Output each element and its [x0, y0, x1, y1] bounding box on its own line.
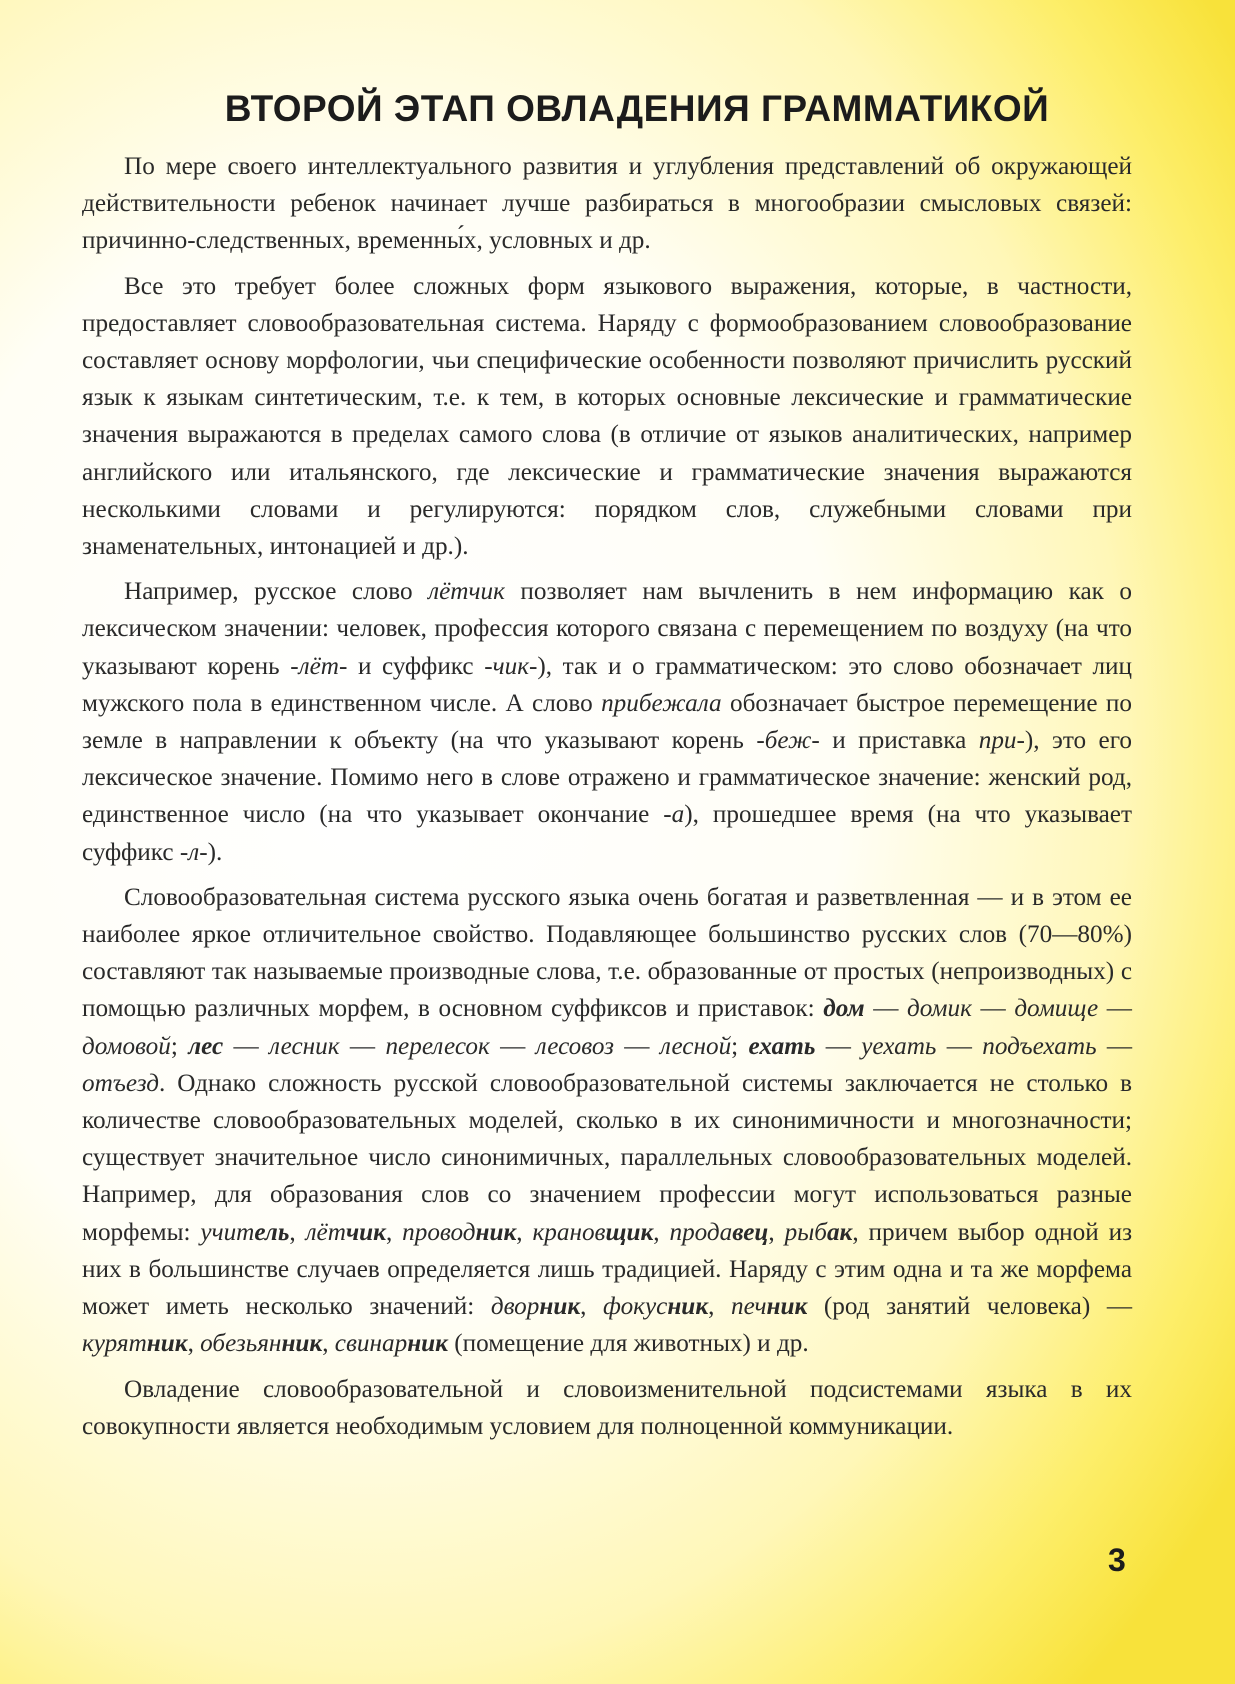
text-run: , [385, 1218, 403, 1246]
text-run: Все это требует более сложных форм языкового выражения, которые, в частности, предоставляет словообразовательная система. Наряду с формообразованием словообразование составляет основу морфологии, чьи специфические особенности позволяют причислить русский язык к языкам синтетическим, т.е. к тем, в которых основные лексические и грамматические значения выражаются в пределах самого слова (в отличие от языков аналитических, например английского или итальянского, где лексические и грамматические значения выражаются несколькими словами и регулируются: порядком слов, служебными словами при знаменательных, интонацией и др.). [82, 272, 1132, 561]
italic-example: -а [663, 801, 685, 829]
bold-italic-example: вец [732, 1218, 769, 1246]
italic-example: -лёт- [290, 652, 348, 680]
bold-italic-example: ник [475, 1218, 517, 1246]
bold-italic-example: ник [667, 1293, 709, 1321]
text-run: , [653, 1218, 670, 1246]
bold-italic-example: лес [188, 1032, 224, 1060]
text-run: ), так и о грамматическом: это слово обозначает лиц мужского пола в единственном числе. А слово [82, 652, 1132, 717]
paragraph [82, 268, 1132, 566]
italic-example: домище [1014, 995, 1099, 1023]
italic-example: печ [731, 1293, 767, 1321]
italic-example: лесной [659, 1032, 732, 1060]
paragraph [82, 573, 1132, 871]
italic-example: свинар [334, 1330, 408, 1358]
italic-example: рыб [784, 1218, 827, 1246]
text-run: ; [170, 1032, 189, 1060]
text-run: позволяет нам вычленить в нем информацию как о лексическом значении: человек, профессия которого связана с перемещением по воздуху (на что указывают корень [82, 578, 1132, 680]
italic-example: при- [978, 727, 1025, 755]
bold-italic-example: дом [823, 995, 865, 1023]
bold-italic-example: ель [254, 1218, 290, 1246]
italic-example: уехать [861, 1032, 937, 1060]
italic-example: обезьян [200, 1330, 282, 1358]
italic-example: лётчик [428, 578, 505, 606]
italic-example: кранов [532, 1218, 606, 1246]
italic-example: перелесок [385, 1032, 490, 1060]
text-run: — [864, 995, 908, 1023]
italic-example: прибежала [601, 689, 722, 717]
text-run: Словообразовательная система русского языка очень богатая и разветвленная — и в этом ее наиболее яркое отличительное свойство. Подавляющее большинство русских слов (70—80%) составляют так называемые производные слова, т.е. образованные от простых (непроизводных) с помощью различных морфем, в основном суффиксов и приставок: [82, 883, 1132, 1023]
text-run: , [516, 1218, 533, 1246]
text-run: (род занятий человека) — [807, 1293, 1133, 1321]
text-run: По мере своего интеллектуального развития и углубления представлений об окружающей действительности ребенок начинает лучше разбираться в многообразии смысловых связей: причинно-следственных, временны́х, условных и др. [82, 153, 1132, 255]
text-run: — [936, 1032, 983, 1060]
italic-example: -беж- [756, 727, 820, 755]
text-run: , причем выбор одной из них в большинстве случаев определяется лишь традицией. Наряду с этим одна и та же морфема может иметь несколько значений: [82, 1218, 1133, 1321]
bold-italic-example: ехать [748, 1032, 816, 1060]
italic-example: учит [200, 1218, 255, 1246]
italic-example: прода [669, 1218, 733, 1246]
bold-italic-example: ник [281, 1330, 323, 1358]
bold-italic-example: ник [539, 1293, 581, 1321]
text-run: — [223, 1032, 270, 1060]
text-run: , [322, 1330, 335, 1358]
text-run: — [815, 1032, 862, 1060]
paragraph [82, 1371, 1132, 1445]
paragraph [82, 148, 1132, 260]
text-run: ), прошедшее время (на что указывает суффикс [82, 801, 1132, 866]
bold-italic-example: ак [826, 1218, 853, 1246]
text-run: Например, русское слово [124, 578, 429, 606]
text-run: , [708, 1293, 731, 1321]
italic-example: лесник [269, 1032, 340, 1060]
text-run: , [187, 1330, 201, 1358]
text-run: — [613, 1032, 660, 1060]
text-run: обозначает быстрое перемещение по земле в направлении к объекту (на что указывают корень [82, 689, 1132, 755]
italic-example: лёт [305, 1218, 346, 1246]
text-run: — [971, 995, 1015, 1023]
italic-example: курят [82, 1330, 147, 1358]
text-run: Овладение словообразовательной и словоизменительной подсистемами языка в их совокупности является необходимым условием для полноценной коммуникации. [82, 1375, 1132, 1440]
italic-example: фокус [603, 1293, 668, 1321]
italic-example: провод [402, 1218, 476, 1246]
page-content [82, 88, 1132, 1453]
text-run: — [1098, 995, 1132, 1023]
text-run: — [489, 1032, 536, 1060]
text-run: и суффикс [347, 652, 485, 680]
italic-example: отъезд [82, 1069, 159, 1097]
text-run: , [289, 1218, 306, 1246]
text-run: ), это его лексическое значение. Помимо него в слове отражено и грамматическое значение: женский род, единственное число (на что указывает окончание [82, 727, 1132, 829]
italic-example: лесовоз [535, 1032, 614, 1060]
text-run: и приставка [819, 727, 979, 755]
text-run: , [768, 1218, 785, 1246]
text-run: (помещение для животных) и др. [447, 1330, 809, 1358]
text-run: . Однако сложность русской словообразовательной системы заключается не столько в количестве словообразовательных моделей, сколько в их синонимичности и многозначности; существует значительное число синонимичных, параллельных словообразовательных моделей. Например, для образования слов со значением профессии могут использоваться разные морфемы: [82, 1069, 1132, 1246]
paragraph [82, 879, 1132, 1363]
bold-italic-example: ник [766, 1293, 808, 1321]
bold-italic-example: ник [407, 1330, 448, 1358]
body-text [82, 148, 1132, 1445]
page-title: ВТОРОЙ ЭТАП ОВЛАДЕНИЯ ГРАММАТИКОЙ [224, 88, 1050, 129]
italic-example: подъехать [982, 1032, 1097, 1060]
text-run: ). [207, 838, 223, 866]
text-run: ; [731, 1032, 749, 1060]
text-run: , [580, 1293, 604, 1321]
bold-italic-example: ник [146, 1330, 188, 1358]
bold-italic-example: чик [345, 1218, 386, 1246]
italic-example: домовой [82, 1032, 171, 1060]
bold-italic-example: щик [605, 1218, 654, 1246]
italic-example: -л- [179, 838, 208, 866]
italic-example: двор [490, 1293, 540, 1321]
page-number: 3 [1108, 1542, 1126, 1578]
italic-example: домик [907, 995, 972, 1023]
text-run: — [1096, 1032, 1133, 1060]
italic-example: -чик- [484, 652, 538, 680]
text-run: — [339, 1032, 386, 1060]
